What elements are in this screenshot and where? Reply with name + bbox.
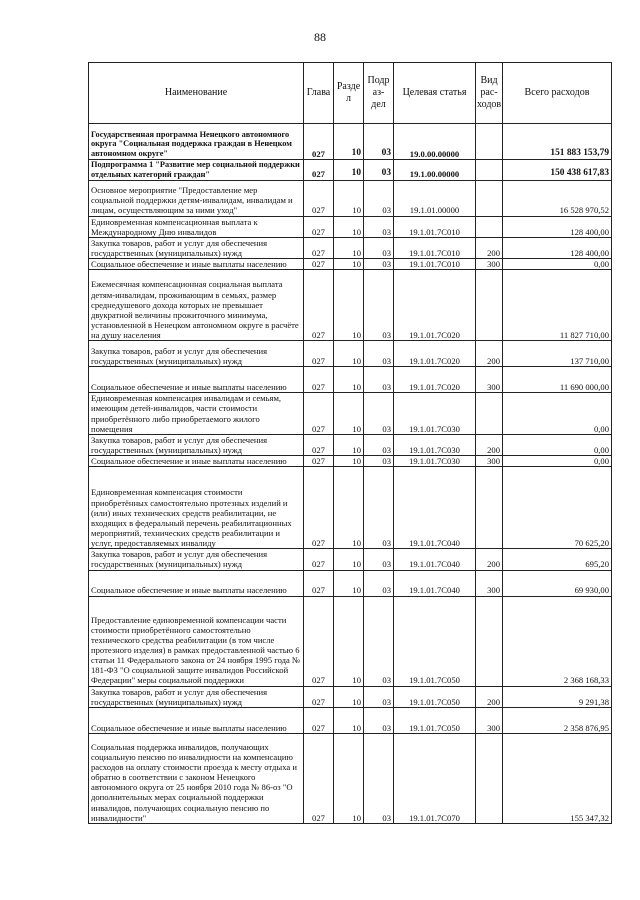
row-target-article: 19.1.00.00000 <box>394 160 476 181</box>
row-target-article: 19.1.01.7С020 <box>394 341 476 367</box>
row-podrazdel: 03 <box>364 367 394 393</box>
row-podrazdel: 03 <box>364 270 394 341</box>
row-name: Государственная программа Ненецкого автономного округа "Социальная поддержка граждан в Ненецком автономном округе" <box>89 124 304 160</box>
table-row <box>89 341 612 367</box>
budget-table <box>88 62 612 824</box>
row-total: 2 368 168,33 <box>503 596 612 686</box>
row-podrazdel: 03 <box>364 467 394 549</box>
table-row <box>89 124 612 160</box>
row-expense-type: 300 <box>476 259 503 270</box>
row-razdel: 10 <box>334 393 364 435</box>
row-podrazdel: 03 <box>364 596 394 686</box>
row-expense-type: 200 <box>476 237 503 258</box>
row-name: Закупка товаров, работ и услуг для обеспечения государственных (муниципальных) нужд <box>89 686 304 707</box>
row-name: Основное мероприятие "Предоставление мер социальной поддержки детям-инвалидам, инвалидам и лицам, осуществляющим за ними уход" <box>89 180 304 216</box>
row-name: Закупка товаров, работ и услуг для обеспечения государственных (муниципальных) нужд <box>89 549 304 570</box>
row-podrazdel: 03 <box>364 160 394 181</box>
row-expense-type: 300 <box>476 367 503 393</box>
row-total: 11 690 000,00 <box>503 367 612 393</box>
table-row <box>89 686 612 707</box>
row-expense-type: 200 <box>476 549 503 570</box>
row-podrazdel: 03 <box>364 180 394 216</box>
table-row <box>89 570 612 596</box>
row-podrazdel: 03 <box>364 570 394 596</box>
row-name: Подпрограмма 1 "Развитие мер социальной поддержки отдельных категорий граждан" <box>89 160 304 181</box>
row-expense-type: 300 <box>476 707 503 733</box>
row-name: Социальное обеспечение и иные выплаты населению <box>89 707 304 733</box>
row-podrazdel: 03 <box>364 707 394 733</box>
row-total: 11 827 710,00 <box>503 270 612 341</box>
row-target-article: 19.1.01.7С050 <box>394 596 476 686</box>
row-name: Социальное обеспечение и иные выплаты населению <box>89 367 304 393</box>
row-name: Социальная поддержка инвалидов, получающих социальную пенсию по инвалидности на компенсацию расходов на оплату стоимости проезда к месту отдыха и обратно в соответствии с законом Ненецкого автономного округа от 25 ноября 2010 года № 86-оз "О дополнительных мерах социальной поддержки инвалидов, получающих социальную пенсию по инвалидности" <box>89 733 304 823</box>
row-total: 0,00 <box>503 456 612 467</box>
table-row <box>89 467 612 549</box>
row-target-article: 19.1.01.7С050 <box>394 707 476 733</box>
row-glava: 027 <box>304 237 334 258</box>
row-podrazdel: 03 <box>364 341 394 367</box>
header-target-article: Целевая статья <box>394 63 476 124</box>
row-name: Социальное обеспечение и иные выплаты населению <box>89 456 304 467</box>
row-glava: 027 <box>304 707 334 733</box>
row-glava: 027 <box>304 686 334 707</box>
table-row <box>89 367 612 393</box>
table-header-row <box>89 63 612 124</box>
row-razdel: 10 <box>334 467 364 549</box>
row-total: 2 358 876,95 <box>503 707 612 733</box>
row-glava: 027 <box>304 456 334 467</box>
row-expense-type: 200 <box>476 434 503 455</box>
header-razdel: Разде л <box>334 63 364 124</box>
page-number: 88 <box>314 30 326 44</box>
row-total: 69 930,00 <box>503 570 612 596</box>
row-glava: 027 <box>304 434 334 455</box>
row-glava: 027 <box>304 570 334 596</box>
row-expense-type <box>476 216 503 237</box>
row-glava: 027 <box>304 180 334 216</box>
row-name: Предоставление единовременной компенсации части стоимости приобретённого самостоятельно технического средства реабилитации (в том числе протезного изделия) в рамках предоставленной частью 6 статьи 11 Федерального закона от 24 ноября 1995 года № 181-ФЗ "О социальной защите инвалидов Российской Федерации" меры социальной поддержки <box>89 596 304 686</box>
row-expense-type <box>476 393 503 435</box>
row-razdel: 10 <box>334 367 364 393</box>
header-name: Наименование <box>89 63 304 124</box>
row-total: 150 438 617,83 <box>503 160 612 181</box>
table-row <box>89 160 612 181</box>
row-target-article: 19.0.00.00000 <box>394 124 476 160</box>
row-name: Единовременная компенсация стоимости приобретённых самостоятельно протезных изделий и (или) иных технических средств реабилитации, не входящих в федеральный перечень реабилитационных мероприятий, технических средств реабилитации и услуг, предоставляемых инвалиду <box>89 467 304 549</box>
row-razdel: 10 <box>334 237 364 258</box>
row-razdel: 10 <box>334 434 364 455</box>
header-expense-type: Вид рас- ходов <box>476 63 503 124</box>
header-podrazdel: Подр аз- дел <box>364 63 394 124</box>
row-podrazdel: 03 <box>364 434 394 455</box>
row-name: Единовременная компенсационная выплата к Международному Дню инвалидов <box>89 216 304 237</box>
row-podrazdel: 03 <box>364 456 394 467</box>
table-row <box>89 549 612 570</box>
row-target-article: 19.1.01.7С020 <box>394 270 476 341</box>
row-expense-type: 300 <box>476 570 503 596</box>
row-target-article: 19.1.01.7С030 <box>394 393 476 435</box>
row-razdel: 10 <box>334 456 364 467</box>
row-total: 151 883 153,79 <box>503 124 612 160</box>
row-total: 0,00 <box>503 434 612 455</box>
row-glava: 027 <box>304 596 334 686</box>
row-expense-type <box>476 596 503 686</box>
row-glava: 027 <box>304 124 334 160</box>
header-glava: Глава <box>304 63 334 124</box>
header-total: Всего расходов <box>503 63 612 124</box>
row-glava: 027 <box>304 733 334 823</box>
row-target-article: 19.1.01.7С010 <box>394 237 476 258</box>
row-razdel: 10 <box>334 124 364 160</box>
table-row <box>89 216 612 237</box>
row-target-article: 19.1.01.7С050 <box>394 686 476 707</box>
table-row <box>89 393 612 435</box>
row-name: Социальное обеспечение и иные выплаты населению <box>89 259 304 270</box>
row-razdel: 10 <box>334 707 364 733</box>
row-razdel: 10 <box>334 160 364 181</box>
row-glava: 027 <box>304 393 334 435</box>
row-razdel: 10 <box>334 570 364 596</box>
table-row <box>89 596 612 686</box>
row-expense-type <box>476 733 503 823</box>
row-total: 695,20 <box>503 549 612 570</box>
row-total: 155 347,32 <box>503 733 612 823</box>
row-expense-type <box>476 160 503 181</box>
row-glava: 027 <box>304 367 334 393</box>
row-glava: 027 <box>304 216 334 237</box>
row-razdel: 10 <box>334 686 364 707</box>
row-name: Социальное обеспечение и иные выплаты населению <box>89 570 304 596</box>
row-target-article: 19.1.01.7С010 <box>394 216 476 237</box>
row-name: Закупка товаров, работ и услуг для обеспечения государственных (муниципальных) нужд <box>89 434 304 455</box>
table-row <box>89 456 612 467</box>
row-expense-type: 300 <box>476 456 503 467</box>
row-podrazdel: 03 <box>364 733 394 823</box>
table-row <box>89 237 612 258</box>
row-glava: 027 <box>304 160 334 181</box>
row-total: 128 400,00 <box>503 237 612 258</box>
row-target-article: 19.1.01.00000 <box>394 180 476 216</box>
row-razdel: 10 <box>334 341 364 367</box>
row-glava: 027 <box>304 270 334 341</box>
row-target-article: 19.1.01.7С070 <box>394 733 476 823</box>
row-target-article: 19.1.01.7С040 <box>394 549 476 570</box>
row-glava: 027 <box>304 341 334 367</box>
row-total: 16 528 970,52 <box>503 180 612 216</box>
row-podrazdel: 03 <box>364 237 394 258</box>
row-razdel: 10 <box>334 596 364 686</box>
table-row <box>89 707 612 733</box>
row-razdel: 10 <box>334 270 364 341</box>
table-row <box>89 270 612 341</box>
row-total: 70 625,20 <box>503 467 612 549</box>
table-row <box>89 733 612 823</box>
row-razdel: 10 <box>334 216 364 237</box>
row-total: 0,00 <box>503 393 612 435</box>
row-target-article: 19.1.01.7С030 <box>394 456 476 467</box>
row-razdel: 10 <box>334 549 364 570</box>
row-podrazdel: 03 <box>364 686 394 707</box>
row-expense-type <box>476 180 503 216</box>
row-expense-type <box>476 124 503 160</box>
row-target-article: 19.1.01.7С040 <box>394 570 476 596</box>
row-razdel: 10 <box>334 259 364 270</box>
row-target-article: 19.1.01.7С020 <box>394 367 476 393</box>
row-name: Закупка товаров, работ и услуг для обеспечения государственных (муниципальных) нужд <box>89 237 304 258</box>
table-row <box>89 259 612 270</box>
row-podrazdel: 03 <box>364 124 394 160</box>
row-podrazdel: 03 <box>364 216 394 237</box>
table-row <box>89 180 612 216</box>
row-name: Единовременная компенсация инвалидам и семьям, имеющим детей-инвалидов, части стоимости приобретённого либо приобретаемого жилого помещения <box>89 393 304 435</box>
row-glava: 027 <box>304 549 334 570</box>
row-total: 9 291,38 <box>503 686 612 707</box>
row-expense-type: 200 <box>476 341 503 367</box>
row-podrazdel: 03 <box>364 549 394 570</box>
row-glava: 027 <box>304 259 334 270</box>
row-expense-type <box>476 270 503 341</box>
row-glava: 027 <box>304 467 334 549</box>
row-total: 0,00 <box>503 259 612 270</box>
row-name: Закупка товаров, работ и услуг для обеспечения государственных (муниципальных) нужд <box>89 341 304 367</box>
row-target-article: 19.1.01.7С010 <box>394 259 476 270</box>
table-row <box>89 434 612 455</box>
row-target-article: 19.1.01.7С030 <box>394 434 476 455</box>
row-razdel: 10 <box>334 180 364 216</box>
row-expense-type: 200 <box>476 686 503 707</box>
row-total: 137 710,00 <box>503 341 612 367</box>
row-expense-type <box>476 467 503 549</box>
row-podrazdel: 03 <box>364 259 394 270</box>
row-total: 128 400,00 <box>503 216 612 237</box>
row-target-article: 19.1.01.7С040 <box>394 467 476 549</box>
row-razdel: 10 <box>334 733 364 823</box>
row-podrazdel: 03 <box>364 393 394 435</box>
row-name: Ежемесячная компенсационная социальная выплата детям-инвалидам, проживающим в семьях, размер среднедушевого дохода которых не превышает двукратной величины прожиточного минимума, установленной в Ненецком автономном округе в расчёте на душу населения <box>89 270 304 341</box>
